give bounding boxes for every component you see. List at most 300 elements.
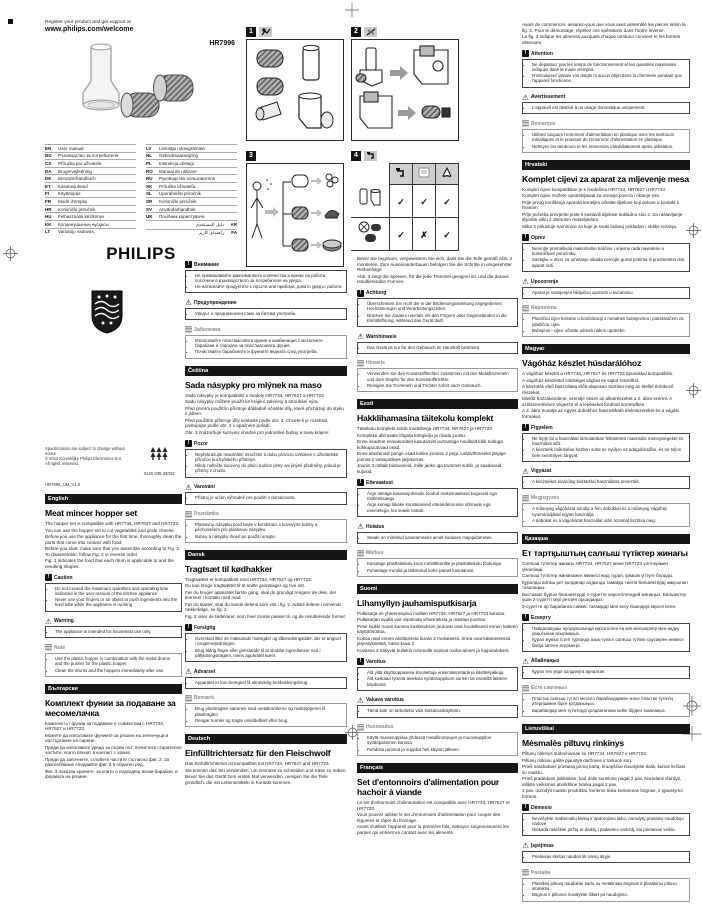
notice-caution xyxy=(522,614,690,652)
notice-bullets xyxy=(361,670,514,687)
notice-bullet: • Přístroj je určen výhradně pro použití v domácnosti. xyxy=(195,495,343,500)
notice-bullets xyxy=(49,656,178,673)
notice-bullet: • Ärge ületage kasutusjuhendis toodud maksimaalseid koguseid ega töötlemisaegu. xyxy=(367,491,514,502)
language-code: SR xyxy=(146,198,153,204)
figure-4-number: 4 xyxy=(351,151,361,161)
notice-body xyxy=(522,287,690,299)
language-row xyxy=(146,174,237,182)
intro-line: A 3. ábra mutatja az egyes dobokhoz használható élelmiszereket és a vágási formákat. xyxy=(522,408,679,419)
notice-heading: Bemærk xyxy=(194,695,215,702)
tap-water-icon xyxy=(390,164,413,185)
no-tools-icon xyxy=(364,27,377,37)
section-francais xyxy=(357,763,518,835)
intro-line: Фиг. 3 показва храните, за които е подходящ всеки барабан, и формата на рязане. xyxy=(45,768,178,780)
notice-bullets xyxy=(189,338,343,355)
notice-body xyxy=(357,558,518,577)
notice-bullet: • Ne dépassez pas les temps de fonctionnement et les quantités maximales indiqués dans le mode d'emploi. xyxy=(532,62,686,73)
language-row xyxy=(45,190,136,198)
notice-bullets xyxy=(526,854,686,859)
notice-bullet: • Құрал жұмыс істеп тұрғанда азық-түлікті салғыш түтікке саусақпен немесе басқа затпен итермеңіз. xyxy=(532,637,686,648)
notice-heading: Achtung xyxy=(366,290,387,296)
notice-warning xyxy=(522,658,690,679)
notice-note xyxy=(185,695,347,727)
notice-heading: Ettevaatust xyxy=(366,479,393,486)
notice-caution xyxy=(357,290,518,328)
notice-bullets xyxy=(526,881,686,898)
notice-heading-row xyxy=(522,495,690,502)
language-code: FI xyxy=(45,191,49,197)
caution-icon: ! xyxy=(357,658,364,665)
notice-bullet: • A készüléket kizárólag háztartási használatra tervezték. xyxy=(532,479,686,484)
note-icon xyxy=(522,495,529,502)
notice-bullets xyxy=(526,816,686,833)
language-label: Příručka pro uživatele xyxy=(58,160,102,166)
intro-line: Преди да започнете, сглобете частите съгласно фиг. 2. За разглобяване следвайте фиг. 2 в обратен ред. xyxy=(45,756,170,768)
philips-wordmark: PHILIPS xyxy=(106,244,176,264)
notice-body xyxy=(357,732,518,756)
legal-line: All rights reserved. xyxy=(45,461,79,466)
caution-icon: ! xyxy=(522,424,529,431)
language-row xyxy=(45,159,136,167)
note-icon xyxy=(357,724,364,731)
notice-heading-row xyxy=(185,440,347,447)
figure-2-drawing xyxy=(351,39,459,141)
intro-line: Құралды алғаш рет қолданар алдында тамаққа тиетін бөлшектерді жақсылап тазалаңыз. xyxy=(522,579,688,591)
language-code: ET xyxy=(45,183,51,189)
notice-bullet: • Използвайте пластмасовата фуния в комбинация с металните барабани и тласкача за пластмасовата фуния. xyxy=(195,338,343,349)
notice-note xyxy=(357,360,518,392)
language-header-eesti: Eesti xyxy=(357,399,518,409)
notice-bullet: • Пластик салғыш түтікті металл барабандармен және пластик түтіктің итергішімен бірге қолданыңыз. xyxy=(532,696,686,707)
notice-heading: Warnhinweis xyxy=(366,333,397,340)
notice-heading: Poznámka xyxy=(194,511,219,518)
warning-icon: ⚠ xyxy=(185,667,192,677)
intro-line: Before you use the appliance for the first time, thoroughly clean the parts that come into contact with food. xyxy=(45,534,182,545)
caution-icon: ! xyxy=(522,50,529,57)
check-mark: ✓ xyxy=(397,197,405,207)
notice-bullets xyxy=(526,316,686,333)
intro-line: Avant de commencer, assurez-vous que vous avez assemblé les pièces selon la fig. 2. Pour le démontage, répétez ces opérations dans l'ordre inverse. xyxy=(522,22,686,33)
notice-heading: Oprez xyxy=(531,234,546,241)
notice-bullet: • Plastikinį piltuvą naudokite kartu su metaliniais būgnais ir plastikinio piltuvo stūmikliu. xyxy=(532,881,686,892)
notice-bullet: • Das Gerät ist nur für den Gebrauch im Haushalt bestimmt. xyxy=(367,345,514,350)
intro-line: Sadu násypky můžete použít ke krájení zeleniny a strouhání sýra. xyxy=(185,399,319,405)
intro-line: Avant d'utiliser l'appareil pour la première fois, nettoyez soigneusement les parties qui entrent en contact avec les aliments. xyxy=(357,824,509,835)
language-row xyxy=(45,182,136,190)
notice-heading: Advarsel xyxy=(194,668,216,675)
notice-body xyxy=(357,532,518,544)
warning-icon: ⚠ xyxy=(185,482,192,492)
notice-body xyxy=(185,270,347,294)
notice-bullet: • Почиствайте барабаните и фуниите веднага след употреба. xyxy=(195,349,343,354)
section-title-kazakh: Ет тартқыштың салғыш түтіктер жинағы xyxy=(522,548,688,559)
notice-heading: Есте сақтаңыз xyxy=(531,685,567,692)
intro-line: Před použitím přístroje díly sestavte podle obr. 2. Chcete-li je rozebrat, postupujte podle obr. 2 v opačném pořadí. xyxy=(185,417,329,429)
notice-heading-row xyxy=(522,50,690,57)
notice-bullet: • Reinigen Sie Trommeln und Trichter sofort nach Gebrauch. xyxy=(367,383,514,388)
intro-line: A vágóház készlet a HR7734, HR7627 és HR7723 típusokkal kompatibilis. xyxy=(522,371,674,377)
notice-caution xyxy=(522,50,690,88)
notice-bullets xyxy=(526,132,686,149)
section-title-hrvatski: Komplet cijevi za aparat za mljevenje mesa xyxy=(522,173,689,184)
section-cestina xyxy=(185,366,347,543)
section-lietuviskai xyxy=(522,724,690,902)
notice-bullet: • Bubny a násypky ihned po použití umyjte. xyxy=(195,534,343,539)
notice-heading: Vigyázat xyxy=(531,468,552,475)
notice-bullets xyxy=(526,669,686,674)
notice-body xyxy=(522,623,690,652)
notice-heading: Абайлаңыз xyxy=(531,658,560,665)
notice-body xyxy=(185,492,347,504)
intro-line: Slika 3 prikazuje namirnice za koje je svaki bubanj prikladan i oblike rezanja. xyxy=(522,223,678,229)
figure-3-drawing xyxy=(246,163,344,267)
notice-bullet: • Plastičnu cijev koristite u kombinaciji s metalnim bubnjevima i potiskivačem za plastičnu cijev. xyxy=(532,316,686,327)
notice-caution xyxy=(185,261,347,293)
notice-heading: Vakava varoitus xyxy=(366,697,404,704)
language-header-suomi: Suomi xyxy=(357,584,518,594)
notice-body xyxy=(522,813,690,837)
language-row xyxy=(146,144,237,152)
intro-line: Enne alustamist pange osad kokku joonise 2 järgi. Lahtivõtmiseks järgige joonist 2 vastupidises järjekorras. xyxy=(357,451,506,462)
language-column-right xyxy=(146,144,237,237)
notice-body xyxy=(45,653,182,677)
notice-bullet: • Bubnjeve i cijevi očistite odmah nakon upotrebe. xyxy=(532,328,686,333)
caution-icon: ! xyxy=(522,614,529,621)
language-row-rtl xyxy=(146,220,237,229)
notice-bullet: • Құрал тек үйде қолдануға арналған. xyxy=(532,669,686,674)
intro-line: 3-суретте әр барабанға сәйкес тағамдар мен кесу пішіндері көрсетілген. xyxy=(522,603,677,609)
intro-line: Před prvním použitím přístroje důkladně očistěte díly, které přicházejí do styku s jídlem. xyxy=(185,405,344,417)
caution-icon: ! xyxy=(185,624,192,631)
notice-bullet: • Prietaisas skirtas naudoti tik namų ūkyje. xyxy=(532,854,686,859)
notice-heading-row xyxy=(185,484,347,491)
notice-heading-row xyxy=(185,511,347,518)
warning-icon: ⚠ xyxy=(357,695,364,705)
notice-bullets xyxy=(49,586,178,608)
notice-heading-row xyxy=(185,624,347,631)
notice-bullets xyxy=(361,535,514,540)
intro-line: 3 pav. nurodyti maisto produktai, kuriems tinka kiekvienas būgnas, ir pjaustymo formos. xyxy=(522,788,683,799)
dishwasher-icon xyxy=(413,164,436,185)
section-deutsch xyxy=(185,734,347,785)
notice-bullet: • Overskrid ikke de maksimale mængder og tilberedningstider, der er angivet i brugervejledningen. xyxy=(195,636,343,647)
notice-body xyxy=(522,476,690,488)
notice-bullets xyxy=(526,506,686,523)
notice-heading: Ескерту xyxy=(531,614,551,621)
notice-heading: Figyelem xyxy=(531,424,553,431)
notice-heading-row xyxy=(522,234,690,241)
notice-heading: Märkus xyxy=(366,550,384,557)
caution-icon: ! xyxy=(185,440,192,447)
language-row xyxy=(146,197,237,205)
notice-body xyxy=(522,666,690,678)
language-row xyxy=(146,205,237,213)
notice-heading: Avertissement xyxy=(531,94,566,101)
warning-icon: ⚠ xyxy=(357,332,364,342)
notice-warning xyxy=(357,333,518,354)
notice-bullets xyxy=(526,626,686,648)
notice-bullet: • Utilisez toujours l'entonnoir d'alimentation en plastique avec les tambours métalliques et le poussoir de l'entonnoir d'alimentation en plastique. xyxy=(532,132,686,143)
language-label: Manual de utilizare xyxy=(159,168,197,174)
language-code: SK xyxy=(146,183,153,189)
intro-line: Преди да използвате уреда за първи път, почистете старателно частите, които влизат в контакт с храна. xyxy=(45,744,182,756)
language-header-magyar: Magyar xyxy=(522,344,690,354)
check-mark xyxy=(436,218,459,251)
section-title-deutsch: Einfülltrichtersatz für den Fleischwolf xyxy=(185,748,331,759)
notice-bullet: • A műanyag vágóházat mindig a fém dobokkal és a műanyag vágóház nyomórúdjával együtt használja. xyxy=(532,506,686,517)
notice-bullets xyxy=(526,246,686,268)
figure-1 xyxy=(246,26,344,141)
metal-drums-icon xyxy=(351,218,390,251)
note-icon xyxy=(522,120,529,127)
notice-heading-row xyxy=(185,695,347,702)
notice-bullets xyxy=(361,371,514,388)
check-mark: ✓ xyxy=(420,197,428,207)
language-label: Användarhandbok xyxy=(159,206,196,212)
cleaning-table xyxy=(351,163,459,251)
caution-icon: ! xyxy=(185,261,192,268)
notice-heading: Forsigtig xyxy=(194,624,216,631)
section-title-lietuviskai: Mėsmalės piltuvų rinkinys xyxy=(522,738,624,748)
language-column-left xyxy=(45,144,136,237)
cleaning-table-header-row xyxy=(351,164,459,185)
language-row xyxy=(45,167,136,175)
notice-heading: Napomena xyxy=(531,305,557,312)
language-row xyxy=(45,205,136,213)
notice-heading: Huomautus xyxy=(366,724,394,731)
section-title-eesti: Hakklihamasina täitekolu komplekt xyxy=(357,413,494,424)
notice-caution xyxy=(357,658,518,690)
note-icon xyxy=(185,326,192,333)
notice-bullet: • Nettoyez les tambours et les entonnoirs immédiatement après utilisation. xyxy=(532,144,686,149)
notice-body xyxy=(185,703,347,727)
figure-3 xyxy=(246,150,344,267)
notice-bullet: • Verwenden Sie den Kunststofftrichter zusammen mit den Metalltrommeln und dem Stopfer für den Kunststofftrichter. xyxy=(367,371,514,382)
notice-heading-row xyxy=(357,360,518,367)
notice-warning xyxy=(185,484,347,505)
warning-icon: ⚠ xyxy=(522,466,529,476)
notice-bullets xyxy=(189,495,343,500)
notice-heading-row xyxy=(357,724,518,731)
language-row xyxy=(146,152,237,160)
language-row xyxy=(45,174,136,182)
notice-heading: Pastaba xyxy=(531,869,551,876)
notice-heading: Warning xyxy=(54,618,74,625)
dry-cloth-icon xyxy=(436,164,459,185)
notice-body xyxy=(357,705,518,717)
notice-body xyxy=(185,335,347,359)
notice-heading-row xyxy=(357,658,518,665)
language-label: Korisnički priručnik xyxy=(58,206,96,212)
notice-body xyxy=(45,626,182,638)
warning-icon: ⚠ xyxy=(45,616,52,626)
notice-bullet: • Барабандар мен түтіктерді қолданғаннан кейін бірден тазалаңыз. xyxy=(532,708,686,713)
notice-bullets xyxy=(361,301,514,323)
notice-warning xyxy=(185,299,347,320)
intro-line: A készülék első használata előtt alaposan tisztítsa meg az étellel érintkező részeket. xyxy=(522,384,674,395)
notice-heading-row xyxy=(357,550,518,557)
intro-line: Täitekolu komplekt sobib mudelitega HR7734, HR7627 ja HR7723. xyxy=(357,426,494,432)
language-header-english: English xyxy=(45,494,182,504)
intro-line: Joonis 3 näitab toiduaineid, mille jaoks iga trummel sobib, ja saadavaid kujusid. xyxy=(357,463,502,474)
notice-heading-row xyxy=(522,305,690,312)
language-header-hrvatski: Hrvatski xyxy=(522,160,690,170)
language-row xyxy=(146,182,237,190)
notice-bullet: • Apparatet er kun beregnet til almindelig husholdningsbrug. xyxy=(195,680,343,685)
intro-line: Putkisarjan avulla voit viipaloida vihanneksia ja raastaa juustoa. xyxy=(357,617,487,623)
notice-note xyxy=(357,550,518,577)
intro-line: Можете да използвате фуниите за рязане на зеленчуци и настъргване на сирене. xyxy=(45,732,169,744)
hand-parts-icon xyxy=(259,27,272,37)
notice-heading-row xyxy=(357,290,518,297)
notice-body xyxy=(522,851,690,863)
cross-mark xyxy=(413,218,436,251)
legal-line: © 2012 Koninklijke Philips Electronics N.V. xyxy=(45,456,123,461)
check-mark: ✓ xyxy=(443,230,451,240)
notice-heading-row xyxy=(522,614,690,621)
notice-heading-row xyxy=(522,842,690,849)
intro-line: A vágóház készlettel zöldséget vághat és sajtot reszelhet. xyxy=(522,377,640,383)
figure-1-drawing xyxy=(246,39,344,141)
section-english xyxy=(45,494,182,677)
notice-heading: Hinweis xyxy=(366,360,385,367)
feed-tubes-and-pushers-icon xyxy=(351,185,390,218)
language-row xyxy=(146,190,237,198)
notice-bullet: • Käytä muovisuppiloa yhdessä metallirumpujen ja muovisuppilon syöttöpainimen kanssa. xyxy=(367,735,514,746)
language-code: PL xyxy=(146,160,152,166)
language-label: Ръководство за потребителя xyxy=(58,153,119,159)
language-code: AR xyxy=(230,221,237,227)
notice-warning xyxy=(357,523,518,544)
language-label: Uporabniški priročnik xyxy=(159,191,202,197)
notice-bullets xyxy=(361,735,514,752)
notice-bullet: • Überschreiten Sie nicht die in der Bedienungsanleitung angegebenen Höchstmengen und Verarbeitungszeiten. xyxy=(367,301,514,312)
section-title-bulgarian: Комплект фунии за подаване за месомелачка xyxy=(45,697,176,718)
notice-warning xyxy=(522,468,690,489)
caution-icon: ! xyxy=(522,804,529,811)
notice-heading: Note xyxy=(54,644,66,651)
language-label: دليل المستخدم xyxy=(195,221,224,227)
order-number: 3140 035 34022 xyxy=(143,471,175,476)
notice-bullet: • A készülék működése közben soha ne nyúljon az adagolócsőbe, és ne toljon bele semmilyen tárgyat. xyxy=(532,447,686,458)
intro-line: Le set d'entonnoirs d'alimentation est compatible avec HR7734, HR7627 et HR7723. xyxy=(357,800,510,811)
language-label: Vartotojo vadovas xyxy=(58,229,94,235)
section-title-cestina: Sada násypky pro mlýnek na maso xyxy=(185,379,322,390)
notice-heading-row xyxy=(522,278,690,285)
notice-bullet: • Tämä laite on tarkoitettu vain kotitalouskäyttöön. xyxy=(367,708,514,713)
intro-line: La fig. 3 indique les aliments auxquels chaque tambour convient et les formes obtenues. xyxy=(522,34,681,45)
intro-line: Komplekti abil saate lõigata köögivilju ja riivida juustu. xyxy=(357,432,467,438)
cleaning-table-row xyxy=(351,185,459,218)
language-label: Kasutusjuhend xyxy=(58,183,88,189)
notice-heading-row xyxy=(522,869,690,876)
notice-bullets xyxy=(526,696,686,713)
notice-note xyxy=(522,305,690,337)
language-row xyxy=(146,167,237,175)
notice-heading: Megjegyzés xyxy=(531,495,560,502)
notice-heading-row xyxy=(522,468,690,475)
column-4 xyxy=(522,22,690,908)
note-icon xyxy=(522,305,529,312)
intro-line: Før du bruger apparatet første gang, skal du grundigt rengøre de dele, der kommer i kontakt med mad. xyxy=(185,589,337,601)
notice-heading-row xyxy=(357,333,518,340)
section-hrvatski xyxy=(522,160,690,337)
notice-bullet: • Не натискайте продуктите с пръсти или прибори, докато уредът работи. xyxy=(195,284,343,289)
language-code: SV xyxy=(146,206,153,212)
tap-icon xyxy=(364,151,377,161)
notice-caution xyxy=(357,479,518,517)
language-index xyxy=(45,144,237,237)
intro-line: Fig. 3 indicates the food that each drum is applicable to and the resulting shapes. xyxy=(45,558,174,569)
intro-line: Before you start, make sure that you assemble according to Fig. 2. To disassemble, follow Fig. 2 in reverse order. xyxy=(45,546,181,557)
notice-body xyxy=(357,488,518,517)
intro-line: Prije prvog korištenja aparata temeljito očistite dijelove koji dolaze u kontakt s hranom. xyxy=(522,199,680,211)
language-code: DA xyxy=(45,168,52,174)
intro-line: Komplet cijevi možete upotrebljavati za rezanje povrća i ribanje sira. xyxy=(522,193,661,199)
intro-line: Vous pouvez utiliser le set d'entonnoirs d'alimentation pour couper des légumes et râper du fromage. xyxy=(357,812,501,823)
language-row xyxy=(45,212,136,220)
intro-line: Prieš naudodami prietaisą pirmą kartą, kruopščiai nuvalykite dalis, kurios liečiasi su maistu. xyxy=(522,764,685,775)
note-icon xyxy=(522,869,529,876)
notice-heading: Varoitus xyxy=(366,658,386,665)
intro-line: The hopper set is compatible with HR7734, HR7627 and HR7723. xyxy=(45,521,180,526)
notice-caution xyxy=(45,574,182,612)
notice-caution xyxy=(522,804,690,836)
intro-line: Das Einfülltrichterset ist kompatibel mit HR7734, HR7627 und HR7723. xyxy=(185,761,330,767)
notice-bullet: • Niekada nekiškite pirštų ar daiktų į padavimo vamzdį, kai prietaisas veikia. xyxy=(532,827,686,832)
notice-heading-row xyxy=(357,479,518,486)
notice-heading-row xyxy=(185,299,347,306)
language-label: Gebruiksaanwijzing xyxy=(159,153,199,159)
notice-body xyxy=(185,677,347,689)
notice-warning xyxy=(522,278,690,299)
section-francais-cont xyxy=(522,22,690,153)
notice-heading-row xyxy=(522,94,690,101)
figures-panel xyxy=(246,26,459,267)
notice-bullet: • The appliance is intended for household use only. xyxy=(55,629,178,634)
notice-bullet: • Clean the drums and the hoppers immediately after use. xyxy=(55,668,178,673)
language-code: LV xyxy=(146,145,152,151)
model-number: HR7996 xyxy=(209,40,235,47)
notice-bullet: • Puhdista rummut ja suppilot heti käytön jälkeen. xyxy=(367,747,514,752)
notice-caution xyxy=(185,624,347,662)
note-icon xyxy=(185,511,192,518)
section-suomi xyxy=(357,584,518,756)
caution-icon: ! xyxy=(522,234,529,241)
notice-warning xyxy=(522,842,690,863)
intro-line: Sada násypky je kompatibilní s modely HR7734, HR7627 a HR7723. xyxy=(185,392,325,398)
notice-heading-row xyxy=(522,658,690,665)
check-mark xyxy=(413,185,436,218)
empty-cell xyxy=(351,164,390,185)
language-row xyxy=(45,228,136,236)
notice-bullet: • Пайдаланушы нұсқаулығында көрсетілген ең көп мөлшерлер мен өңдеу уақытынан асырмаңыз. xyxy=(532,626,686,637)
notice-body xyxy=(522,129,690,153)
notice-bullet: • Не превишавайте максималните количества и време на работа, посочени в ръководството за потребителя на уреда. xyxy=(195,273,343,284)
notice-bullets xyxy=(526,290,686,295)
section-kazakh xyxy=(522,534,690,717)
notice-bullet: • A dobokat és a vágóházat használat után azonnal tisztítsa meg. xyxy=(532,518,686,523)
check-mark: ✓ xyxy=(443,197,451,207)
legal-block xyxy=(45,446,182,487)
language-header-bulgarian: Български xyxy=(45,684,182,694)
language-row xyxy=(45,152,136,160)
language-header-dansk: Dansk xyxy=(185,550,347,560)
notice-warning xyxy=(522,94,690,115)
notice-bullet: • Уредът е предназначен само за битова употреба. xyxy=(195,311,343,316)
language-header-cestina: Čeština xyxy=(185,366,347,376)
notice-warning xyxy=(45,618,182,639)
